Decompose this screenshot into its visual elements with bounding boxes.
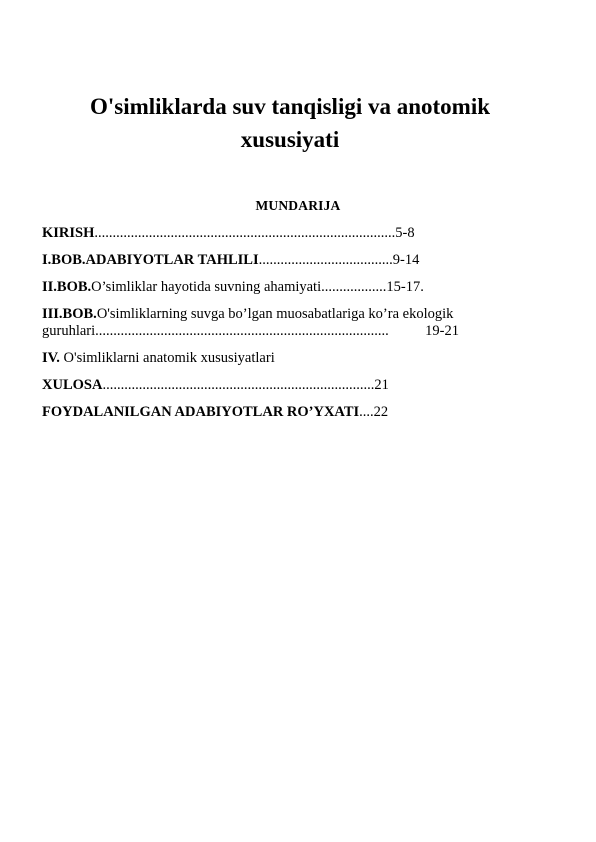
toc-entry-pages: 21	[374, 377, 389, 393]
toc-entry-label: IV.	[42, 350, 64, 366]
toc-entry-text: O'simliklarni anatomik xususiyatlari	[63, 350, 275, 366]
toc-entry-text: O’simliklar hayotida suvning ahamiyati	[91, 279, 322, 295]
toc-entry-bob2	[42, 279, 562, 296]
toc-entry-dots: .................................................................................	[95, 323, 389, 339]
toc-entry-dots: ...................................................................................	[94, 225, 396, 241]
toc-entry-kirish	[42, 225, 562, 242]
toc-entry-xulosa	[42, 377, 562, 394]
toc-entry-label: XULOSA	[42, 377, 103, 393]
toc-entry-pages: 9-14	[392, 252, 420, 268]
toc-entry-iv	[42, 350, 562, 367]
toc-entry-label: III.BOB.	[42, 306, 97, 322]
toc-entry-dots: ..................	[321, 279, 387, 295]
toc-heading: MUNDARIJA	[255, 198, 341, 213]
toc-entry-text: O'simliklarning suvga bo’lgan muosabatlariga ko’ra ekologik guruhlari	[42, 306, 454, 339]
toc-entry-label: KIRISH	[42, 225, 95, 241]
table-of-contents	[42, 225, 562, 431]
toc-entry-dots: ....	[359, 404, 374, 420]
toc-entry-label: FOYDALANILGAN ADABIYOTLAR RO’YXATI	[42, 404, 360, 420]
toc-entry-bob3	[42, 306, 492, 340]
toc-entry-label: II.BOB.	[42, 279, 92, 295]
toc-entry-adabiyotlar	[42, 404, 562, 421]
document-title: O'simliklarda suv tanqisligi va anotomik xususiyati	[89, 94, 491, 152]
toc-entry-dots: ...........................................................................	[102, 377, 375, 393]
toc-entry-pages: 5-8	[395, 225, 415, 241]
toc-entry-label: I.BOB.ADABIYOTLAR TAHLILI	[42, 252, 259, 268]
toc-entry-dots: .....................................	[258, 252, 393, 268]
toc-entry-pages: 22	[373, 404, 389, 420]
toc-entry-bob1	[42, 252, 562, 269]
toc-entry-pages: 15-17.	[386, 279, 424, 295]
toc-entry-pages: 19-21	[425, 323, 459, 339]
